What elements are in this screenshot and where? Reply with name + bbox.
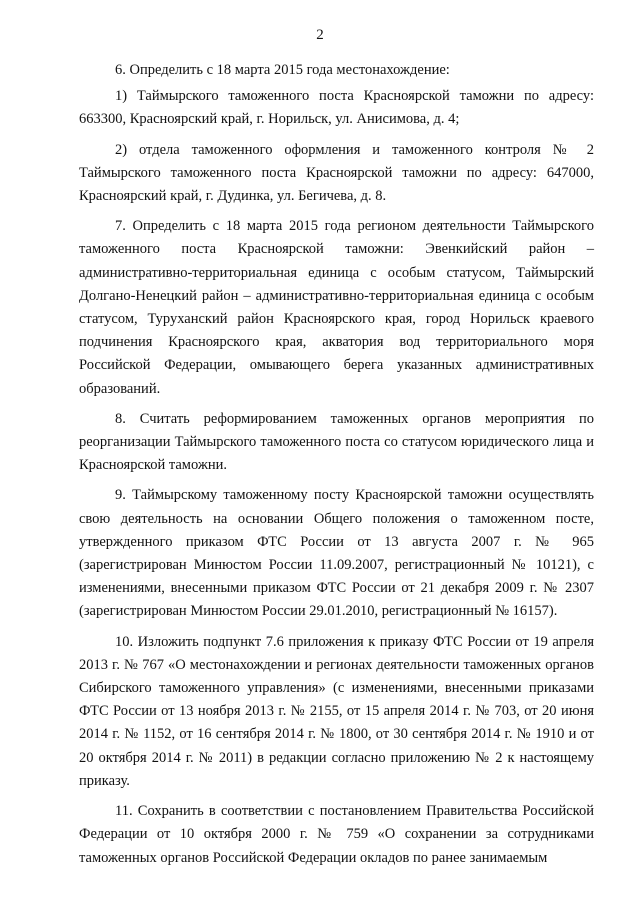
paragraph-6-2: 2) отдела таможенного оформления и таможенного контроля № 2 Таймырского таможенного поста Красноярской таможни по адресу: 647000, Красноярский край, г. Дудинка, ул. Бегичева, д. 8. xyxy=(79,141,594,205)
paragraph-10: 10. Изложить подпункт 7.6 приложения к приказу ФТС России от 19 апреля 2013 г. № 767 «О местонахождении и регионах деятельности таможенных органов Сибирского таможенного управления» (с изменениями, внесенными приказами ФТС России от 13 ноября 2013 г. № 2155, от 15 апреля 2014 г. № 703, от 20 июня 2014 г. № 1152, от 16 сентября 2014 г. № 1800, от 30 сентября 2014 г. № 1910 и от 20 октября 2014 г. № 2011) в редакции согласно приложению № 2 к настоящему приказу. xyxy=(79,633,594,789)
paragraph-11: 11. Сохранить в соответствии с постановлением Правительства Российской Федерации от 10 октября 2000 г. № 759 «О сохранении за сотрудниками таможенных органов Российской Федерации окладов по ранее занимаемым xyxy=(79,803,594,866)
paragraph-8: 8. Считать реформированием таможенных органов мероприятия по реорганизации Таймырского таможенного поста со статусом юридического лица и Красноярской таможни. xyxy=(79,410,594,474)
paragraph-7: 7. Определить с 18 марта 2015 года регионом деятельности Таймырского таможенного поста Красноярской таможни: Эвенкийский район – административно-территориальная единица с особым статусом, Таймырский Долгано-Ненецкий район – административно-территориальная единица с особым статусом, Туруханский район Красноярского края, город Норильск краевого подчинения Красноярского края, акватория вод территориального моря Российской Федерации, омывающего берега указанных административных образований. xyxy=(79,218,594,397)
page-number: 2 xyxy=(316,27,324,43)
paragraph-6: 6. Определить с 18 марта 2015 года местонахождение: xyxy=(115,62,450,78)
paragraph-6-1: 1) Таймырского таможенного поста Красноярской таможни по адресу: 663300, Красноярский край, г. Норильск, ул. Анисимова, д. 4; xyxy=(79,88,594,128)
paragraph-9: 9. Таймырскому таможенному посту Красноярской таможни осуществлять свою деятельность на основании Общего положения о таможенном посте, утвержденного приказом ФТС России от 13 августа 2007 г. № 965 (зарегистрирован Минюстом России 11.09.2007, регистрационный № 10121), с изменениями, внесенными приказом ФТС России от 21 декабря 2009 г. № 2307 (зарегистрирован Минюстом России 29.01.2010, регистрационный № 16157). xyxy=(79,487,594,620)
document-body xyxy=(79,59,594,877)
